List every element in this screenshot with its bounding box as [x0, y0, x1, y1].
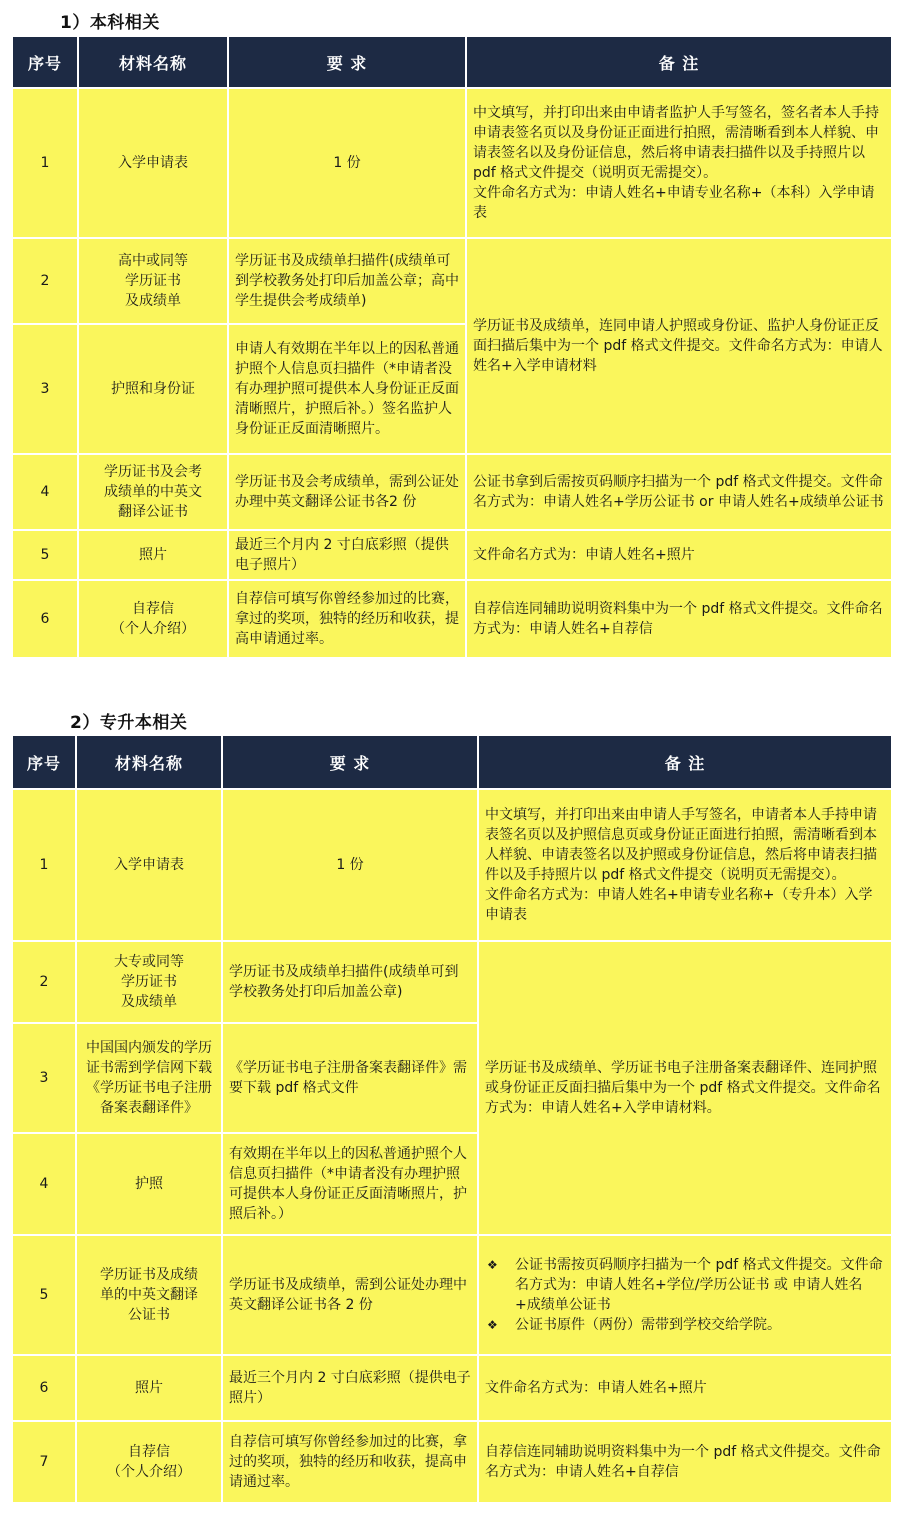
row-note: 自荐信连同辅助说明资料集中为一个 pdf 格式文件提交。文件命名方式为：申请人姓名+自荐信 [479, 1422, 891, 1502]
row-name: 高中或同等 学历证书 及成绩单 [79, 239, 227, 323]
bullet-text: 公证书需按页码顺序扫描为一个 pdf 格式文件提交。文件命名方式为：申请人姓名+学位/学历公证书 或 申请人姓名+成绩单公证书 [515, 1257, 883, 1313]
row-no: 4 [13, 1134, 75, 1234]
row-note: 中文填写，并打印出来由申请人手写签名，申请者本人手持申请表签名页以及护照信息页或身份证正面进行拍照，需清晰看到本人样貌、申请表签名以及护照或身份证信息，然后将申请表扫描件以及手持照片以 pdf 格式文件提交（说明页无需提交）。 文件命名方式为：申请人姓名+申请专业名称+（专升本）入学申请表 [479, 790, 891, 940]
row-no: 5 [13, 531, 77, 579]
row-requirement: 自荐信可填写你曾经参加过的比赛，拿过的奖项，独特的经历和收获，提高申请通过率。 [229, 581, 465, 657]
row-note: 学历证书及成绩单，连同申请人护照或身份证、监护人身份证正反面扫描后集中为一个 pdf 格式文件提交。文件命名方式为：申请人姓名+入学申请材料 [467, 239, 891, 453]
diamond-bullet-icon: ❖ [487, 1258, 498, 1272]
row-no: 2 [13, 942, 75, 1022]
header-no: 序号 [13, 37, 77, 87]
row-requirement: 学历证书及成绩单，需到公证处办理中英文翻译公证书各 2 份 [223, 1236, 477, 1354]
table-row [13, 581, 891, 657]
row-no: 3 [13, 1024, 75, 1132]
row-name: 自荐信 （个人介绍） [79, 581, 227, 657]
row-note [479, 1236, 891, 1354]
row-name: 照片 [79, 531, 227, 579]
row-no: 4 [13, 455, 77, 529]
row-requirement: 申请人有效期在半年以上的因私普通护照个人信息页扫描件（*申请者没有办理护照可提供本人身份证正反面清晰照片，护照后补。）签名监护人身份证正反面清晰照片。 [229, 325, 465, 453]
header-name: 材料名称 [79, 37, 227, 87]
row-requirement: 学历证书及成绩单扫描件(成绩单可到学校教务处打印后加盖公章) [223, 942, 477, 1022]
row-requirement: 最近三个月内 2 寸白底彩照（提供电子照片） [223, 1356, 477, 1420]
row-note: 自荐信连同辅助说明资料集中为一个 pdf 格式文件提交。文件命名方式为：申请人姓名+自荐信 [467, 581, 891, 657]
list-item [485, 1315, 885, 1335]
row-name: 入学申请表 [77, 790, 221, 940]
row-no: 6 [13, 1356, 75, 1420]
row-requirement: 最近三个月内 2 寸白底彩照（提供电子照片） [229, 531, 465, 579]
row-note: 学历证书及成绩单、学历证书电子注册备案表翻译件、连同护照或身份证正反面扫描后集中为一个 pdf 格式文件提交。文件命名方式为：申请人姓名+入学申请材料。 [479, 942, 891, 1234]
row-no: 2 [13, 239, 77, 323]
table-row [13, 942, 891, 1022]
list-item [485, 1255, 885, 1315]
row-note: 公证书拿到后需按页码顺序扫描为一个 pdf 格式文件提交。文件命名方式为：申请人姓名+学历公证书 or 申请人姓名+成绩单公证书 [467, 455, 891, 529]
row-no: 5 [13, 1236, 75, 1354]
row-name: 中国国内颁发的学历证书需到学信网下载《学历证书电子注册备案表翻译件》 [77, 1024, 221, 1132]
row-requirement: 有效期在半年以上的因私普通护照个人信息页扫描件（*申请者没有办理护照可提供本人身份证正反面清晰照片，护照后补。） [223, 1134, 477, 1234]
row-requirement: 自荐信可填写你曾经参加过的比赛，拿过的奖项，独特的经历和收获，提高申请通过率。 [223, 1422, 477, 1502]
header-requirement: 要 求 [229, 37, 465, 87]
row-note: 文件命名方式为：申请人姓名+照片 [479, 1356, 891, 1420]
row-requirement: 学历证书及会考成绩单，需到公证处办理中英文翻译公证书各2 份 [229, 455, 465, 529]
header-requirement: 要 求 [223, 736, 477, 788]
row-note: 文件命名方式为：申请人姓名+照片 [467, 531, 891, 579]
table-row [13, 455, 891, 529]
row-no: 7 [13, 1422, 75, 1502]
row-name: 大专或同等 学历证书 及成绩单 [77, 942, 221, 1022]
row-requirement: 《学历证书电子注册备案表翻译件》需要下载 pdf 格式文件 [223, 1024, 477, 1132]
row-name: 照片 [77, 1356, 221, 1420]
row-requirement: 学历证书及成绩单扫描件(成绩单可到学校教务处打印后加盖公章；高中学生提供会考成绩单) [229, 239, 465, 323]
table-row [13, 239, 891, 323]
row-no: 1 [13, 89, 77, 237]
table-row [13, 531, 891, 579]
table-row [13, 790, 891, 940]
row-note: 中文填写，并打印出来由申请者监护人手写签名，签名者本人手持申请表签名页以及身份证正面进行拍照，需清晰看到本人样貌、申请表签名以及身份证信息，然后将申请表扫描件以及手持照片以 pdf 格式文件提交（说明页无需提交）。 文件命名方式为：申请人姓名+申请专业名称+（本科）入学申请表 [467, 89, 891, 237]
header-note: 备 注 [479, 736, 891, 788]
header-note: 备 注 [467, 37, 891, 87]
section-title-undergrad: 1）本科相关 [60, 13, 160, 33]
row-name: 护照 [77, 1134, 221, 1234]
upgrade-materials-table [11, 734, 893, 1504]
table-row [13, 1236, 891, 1354]
bullet-text: 公证书原件（两份）需带到学校交给学院。 [515, 1317, 781, 1333]
row-name: 自荐信 （个人介绍） [77, 1422, 221, 1502]
note-bullet-list [485, 1255, 885, 1335]
undergrad-materials-table [11, 35, 893, 659]
row-name: 学历证书及成绩 单的中英文翻译 公证书 [77, 1236, 221, 1354]
row-name: 入学申请表 [79, 89, 227, 237]
diamond-bullet-icon: ❖ [487, 1318, 498, 1332]
header-no: 序号 [13, 736, 75, 788]
header-name: 材料名称 [77, 736, 221, 788]
row-requirement: 1 份 [229, 89, 465, 237]
row-name: 护照和身份证 [79, 325, 227, 453]
table-row [13, 1356, 891, 1420]
row-no: 1 [13, 790, 75, 940]
table-row [13, 89, 891, 237]
row-name: 学历证书及会考 成绩单的中英文 翻译公证书 [79, 455, 227, 529]
row-no: 3 [13, 325, 77, 453]
section-title-upgrade: 2）专升本相关 [70, 713, 188, 733]
row-no: 6 [13, 581, 77, 657]
table-row [13, 1422, 891, 1502]
row-requirement: 1 份 [223, 790, 477, 940]
